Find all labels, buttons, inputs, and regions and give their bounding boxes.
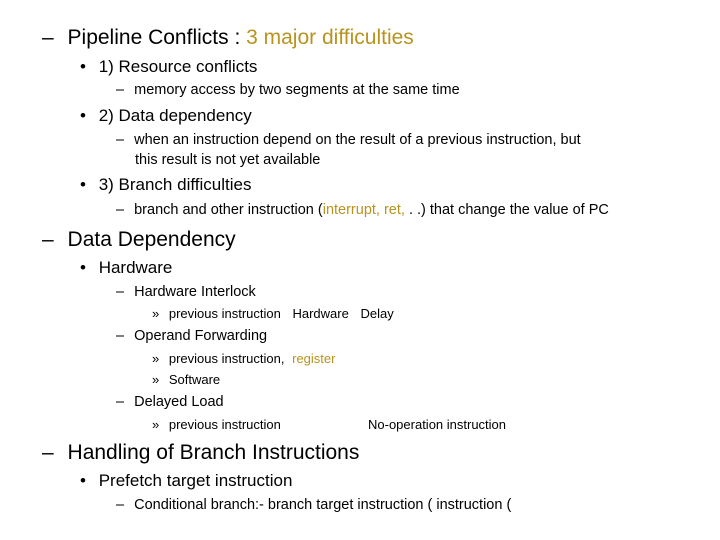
sub-accent-text: interrupt, ret, bbox=[322, 202, 405, 218]
bullet-text: 2) Data dependency bbox=[98, 106, 252, 125]
dash-marker: – bbox=[42, 441, 54, 464]
subsub-text-c: Delay bbox=[360, 306, 394, 321]
dash-marker: – bbox=[42, 26, 54, 49]
sub-hardware-interlock bbox=[116, 285, 256, 300]
sub-text: Hardware Interlock bbox=[134, 284, 256, 300]
dash-marker: – bbox=[116, 202, 125, 218]
raquo-marker: » bbox=[152, 306, 160, 321]
dash-marker: – bbox=[116, 284, 125, 300]
bullet-marker: • bbox=[80, 258, 86, 277]
subsub-accent-text: register bbox=[292, 351, 336, 366]
heading-text: Pipeline Conflicts : bbox=[67, 26, 247, 49]
sub-text: Conditional branch:- branch target instruction ( instruction ( bbox=[134, 497, 512, 513]
heading-text: Data Dependency bbox=[67, 228, 236, 251]
dash-marker: – bbox=[116, 497, 125, 513]
sub-instruction-depend bbox=[116, 133, 581, 148]
sub-memory-access bbox=[116, 83, 460, 98]
heading-branch-instructions bbox=[42, 442, 359, 463]
sub-delayed-load bbox=[116, 395, 224, 410]
bullet-marker: • bbox=[80, 57, 86, 76]
bullet-resource-conflicts bbox=[80, 58, 257, 75]
heading-text: Handling of Branch Instructions bbox=[67, 441, 360, 464]
bullet-hardware bbox=[80, 259, 172, 276]
heading-pipeline-conflicts bbox=[42, 27, 414, 48]
subsub-forwarding-software bbox=[152, 373, 220, 386]
sub-conditional-branch bbox=[116, 498, 511, 513]
subsub-text-b: Hardware bbox=[292, 306, 349, 321]
subsub-text: Software bbox=[168, 372, 221, 387]
sub-text-end: . .) that change the value of PC bbox=[404, 202, 609, 218]
sub-text: Delayed Load bbox=[134, 394, 224, 410]
subsub-text-a: previous instruction bbox=[168, 417, 281, 432]
bullet-text: Prefetch target instruction bbox=[98, 471, 293, 490]
bullet-text: 3) Branch difficulties bbox=[98, 175, 252, 194]
subsub-nop-instruction bbox=[368, 418, 506, 431]
subsub-delayed-load bbox=[152, 418, 281, 431]
raquo-marker: » bbox=[152, 351, 160, 366]
dash-marker: – bbox=[42, 228, 54, 251]
bullet-text: Hardware bbox=[98, 258, 173, 277]
sub-text: Operand Forwarding bbox=[134, 328, 268, 344]
sub-text: memory access by two segments at the same time bbox=[134, 82, 460, 98]
heading-data-dependency bbox=[42, 229, 236, 250]
raquo-marker: » bbox=[152, 372, 160, 387]
subsub-interlock bbox=[152, 307, 394, 320]
bullet-prefetch bbox=[80, 472, 292, 489]
subsub-text-a: previous instruction bbox=[168, 306, 281, 321]
bullet-marker: • bbox=[80, 106, 86, 125]
sub-text: when an instruction depend on the result of a previous instruction, but bbox=[134, 132, 581, 148]
sub-operand-forwarding bbox=[116, 329, 267, 344]
raquo-marker: » bbox=[152, 417, 160, 432]
dash-marker: – bbox=[116, 132, 125, 148]
subsub-text-b: No-operation instruction bbox=[368, 417, 507, 432]
bullet-marker: • bbox=[80, 175, 86, 194]
dash-marker: – bbox=[116, 82, 125, 98]
sub-text: this result is not yet available bbox=[135, 152, 321, 168]
dash-marker: – bbox=[116, 394, 125, 410]
subsub-text: previous instruction, bbox=[168, 351, 285, 366]
heading-accent-text: 3 major difficulties bbox=[246, 26, 414, 49]
bullet-marker: • bbox=[80, 471, 86, 490]
sub-branch-other bbox=[116, 203, 609, 218]
bullet-branch-difficulties bbox=[80, 176, 251, 193]
sub-text: branch and other instruction ( bbox=[134, 202, 323, 218]
bullet-text: 1) Resource conflicts bbox=[98, 57, 258, 76]
dash-marker: – bbox=[116, 328, 125, 344]
subsub-forwarding-register bbox=[152, 352, 335, 365]
bullet-data-dependency bbox=[80, 107, 252, 124]
sub-instruction-depend-cont bbox=[135, 153, 320, 168]
